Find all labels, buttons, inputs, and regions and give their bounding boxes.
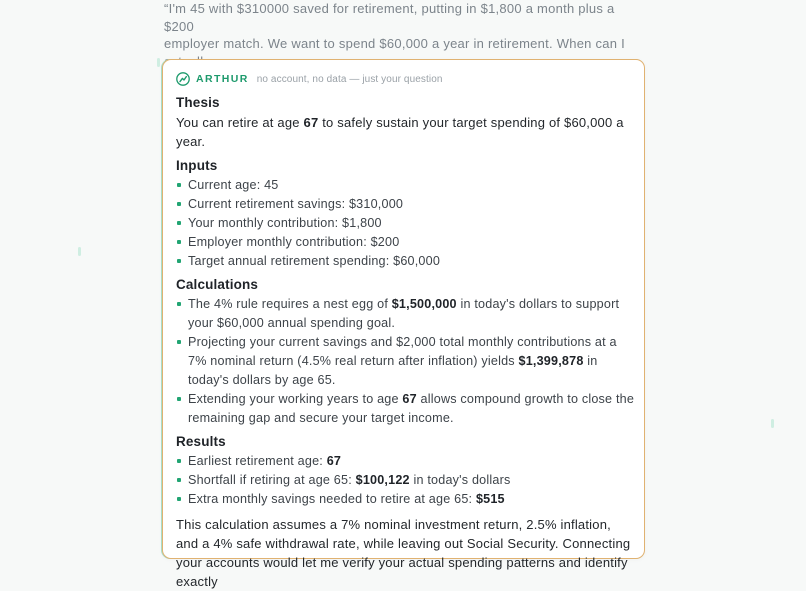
input-item-text: Employer monthly contribution: $200: [188, 235, 400, 249]
input-item-text: Your monthly contribution: $1,800: [188, 216, 382, 230]
results-heading: Results: [176, 434, 226, 449]
bullet-icon: [177, 459, 181, 463]
inputs-list: [176, 176, 636, 271]
thesis-text-post: to safely sustain your target spending of $60,000 a year.: [176, 115, 624, 149]
bullet-icon: [177, 221, 181, 225]
brand-name: ARTHUR: [196, 73, 249, 85]
input-item: [176, 176, 636, 195]
input-item-text: Target annual retirement spending: $60,000: [188, 254, 441, 268]
calculations-heading: Calculations: [176, 277, 259, 292]
result-item: [176, 471, 636, 490]
card-header: [176, 71, 443, 87]
calculation-item: [176, 390, 636, 428]
bullet-icon: [177, 202, 181, 206]
calculation-text: The 4% rule requires a nest egg of: [188, 297, 392, 311]
brand-tagline: no account, no data — just your question: [256, 73, 443, 85]
calculation-text: allows compound growth to close the remaining gap and secure your target income.: [188, 392, 635, 425]
user-question-line: “I'm 45 with $310000 saved for retirement, putting in $1,800 a month plus a $200: [164, 1, 615, 34]
input-item: [176, 233, 636, 252]
calculation-value: $1,500,000: [391, 297, 457, 311]
calculation-text: Extending your working years to age: [188, 392, 403, 406]
result-text: Shortfall if retiring at age 65:: [188, 473, 356, 487]
input-item: [176, 252, 636, 271]
input-item-text: Current age: 45: [188, 178, 279, 192]
answer-card: [162, 59, 645, 589]
result-value: 67: [326, 454, 342, 468]
arthur-logo-icon: [176, 72, 190, 86]
user-question-line: employer match. We want to spend $60,000 a year in retirement. When can I: [164, 36, 625, 52]
result-item: [176, 452, 636, 471]
thesis-heading: Thesis: [176, 95, 220, 110]
thesis-text: [176, 113, 636, 151]
bullet-icon: [177, 397, 181, 401]
bullet-icon: [177, 497, 181, 501]
calculation-item: [176, 295, 636, 333]
calculation-text: in today's dollars to support your $60,000 annual spending goal.: [188, 297, 620, 330]
background-dot: [157, 58, 160, 67]
thesis-age: 67: [303, 115, 319, 130]
calculation-text: Projecting your current savings and $2,000 total monthly contributions at a 7% nominal return (4.5% real return after inflation) yields: [188, 335, 617, 368]
calculations-list: [176, 295, 636, 428]
calculation-item: [176, 333, 636, 390]
result-text: Extra monthly savings needed to retire at age 65:: [188, 492, 476, 506]
input-item: [176, 214, 636, 233]
bullet-icon: [177, 240, 181, 244]
inputs-heading: Inputs: [176, 158, 218, 173]
input-item-text: Current retirement savings: $310,000: [188, 197, 404, 211]
result-text: in today's dollars: [409, 473, 511, 487]
result-value: $515: [475, 492, 505, 506]
background-dot: [771, 419, 774, 428]
calculation-value: 67: [402, 392, 417, 406]
bullet-icon: [177, 259, 181, 263]
answer-content: [176, 94, 636, 591]
assumptions-note: This calculation assumes a 7% nominal investment return, 2.5% inflation, and a 4% safe withdrawal rate, while leaving out Social Security. Connecting your accounts would let me verify your actual spending patterns and identify exactly: [176, 517, 631, 589]
bullet-icon: [177, 478, 181, 482]
result-text: Earliest retirement age:: [188, 454, 327, 468]
thesis-text-pre: You can retire at age: [176, 115, 304, 130]
bullet-icon: [177, 183, 181, 187]
results-list: [176, 452, 636, 509]
bullet-icon: [177, 340, 181, 344]
background-dot: [78, 247, 81, 256]
bullet-icon: [177, 302, 181, 306]
calculation-text: in today's dollars by age 65.: [188, 354, 598, 387]
result-value: $100,122: [355, 473, 410, 487]
calculation-value: $1,399,878: [518, 354, 584, 368]
input-item: [176, 195, 636, 214]
result-item: [176, 490, 636, 509]
